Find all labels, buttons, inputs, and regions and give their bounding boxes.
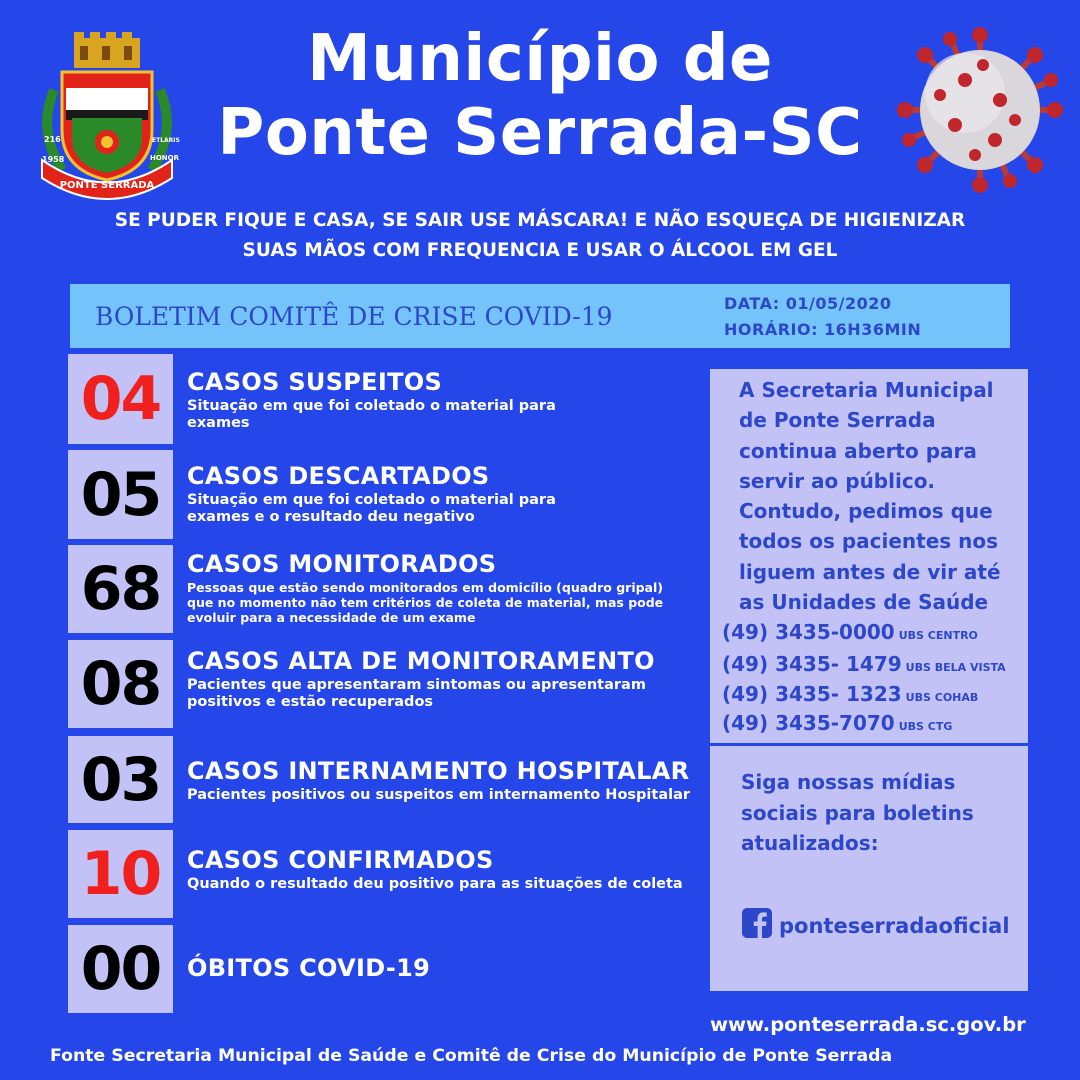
title-line-1: Município de (307, 22, 773, 96)
monitored-description: Pessoas que estão sendo monitorados em domicílio (quadro gripal) que no momento não tem critérios de coleta de material, mas pode evoluir para a necessidade de um exame (187, 580, 664, 625)
phone-entry (722, 711, 952, 735)
phone-unit: UBS CTG (898, 720, 953, 733)
confirmed-count: 10 (68, 830, 173, 918)
phone-unit: UBS CENTRO (898, 629, 978, 642)
hospitalized-label: CASOS INTERNAMENTO HOSPITALAR (187, 757, 690, 785)
coronavirus-icon (895, 25, 1065, 195)
phone-entry (722, 620, 978, 644)
municipal-crest-logo (32, 30, 182, 200)
discharged-count: 08 (68, 640, 173, 728)
website-link[interactable]: www.ponteserrada.sc.gov.br (710, 1013, 1026, 1036)
page-title (180, 22, 900, 170)
phone-number[interactable]: (49) 3435-7070 (722, 711, 895, 735)
phone-unit: UBS BELA VISTA (905, 661, 1006, 674)
phone-entry (722, 682, 978, 706)
discharged-label: CASOS ALTA DE MONITORAMENTO (187, 647, 655, 675)
bulletin-time: HORÁRIO: 16H36MIN (724, 320, 922, 339)
facebook-icon[interactable] (742, 908, 772, 938)
suspected-description: Situação em que foi coletado o material para exames (187, 398, 556, 431)
confirmed-label: CASOS CONFIRMADOS (187, 846, 494, 874)
health-advice (60, 206, 1020, 266)
monitored-label: CASOS MONITORADOS (187, 550, 497, 578)
title-line-2: Ponte Serrada-SC (217, 96, 863, 170)
crest-right-text: ETLARIS (152, 137, 180, 144)
advice-line-2: SUAS MÃOS COM FREQUENCIA E USAR O ÁLCOOL EM GEL (242, 240, 838, 261)
suspected-count: 04 (68, 354, 173, 444)
info-text: A Secretaria Municipal de Ponte Serrada continua aberto para servir ao público. Contudo, pedimos que todos os pacientes nos liguem antes de vir até as Unidades de Saúde (739, 378, 1001, 615)
phone-entry (722, 652, 1006, 676)
discarded-label: CASOS DESCARTADOS (187, 462, 490, 490)
advice-line-1: SE PUDER FIQUE E CASA, SE SAIR USE MÁSCARA! E NÃO ESQUEÇA DE HIGIENIZAR (114, 210, 966, 231)
phone-unit: UBS COHAB (905, 691, 979, 704)
phone-number[interactable]: (49) 3435- 1323 (722, 682, 902, 706)
deaths-count: 00 (68, 925, 173, 1013)
discharged-description: Pacientes que apresentaram sintomas ou apresentaram positivos e estão recuperados (187, 677, 646, 710)
deaths-label: ÓBITOS COVID-19 (187, 954, 431, 982)
discarded-count: 05 (68, 450, 173, 539)
confirmed-description: Quando o resultado deu positivo para as situações de coleta (187, 876, 683, 892)
bulletin-date: DATA: 01/05/2020 (724, 294, 892, 313)
facebook-handle[interactable]: ponteserradaoficial (779, 914, 1010, 938)
crest-left-number: 216 (44, 135, 61, 144)
suspected-label: CASOS SUSPEITOS (187, 368, 443, 396)
discarded-description: Situação em que foi coletado o material para exames e o resultado deu negativo (187, 492, 556, 525)
crest-ribbon-text: PONTE SERRADA (59, 180, 155, 191)
crest-honor: HONOR (150, 154, 180, 162)
bulletin-title: BOLETIM COMITÊ DE CRISE COVID-19 (95, 302, 613, 331)
social-text: Siga nossas mídias sociais para boletins atualizados: (741, 770, 974, 855)
source-credit: Fonte Secretaria Municipal de Saúde e Comitê de Crise do Município de Ponte Serrada (50, 1046, 893, 1066)
monitored-count: 68 (68, 545, 173, 633)
hospitalized-description: Pacientes positivos ou suspeitos em internamento Hospitalar (187, 787, 691, 803)
phone-number[interactable]: (49) 3435- 1479 (722, 652, 902, 676)
crest-year: 1958 (42, 155, 65, 164)
hospitalized-count: 03 (68, 736, 173, 823)
phone-number[interactable]: (49) 3435-0000 (722, 620, 895, 644)
